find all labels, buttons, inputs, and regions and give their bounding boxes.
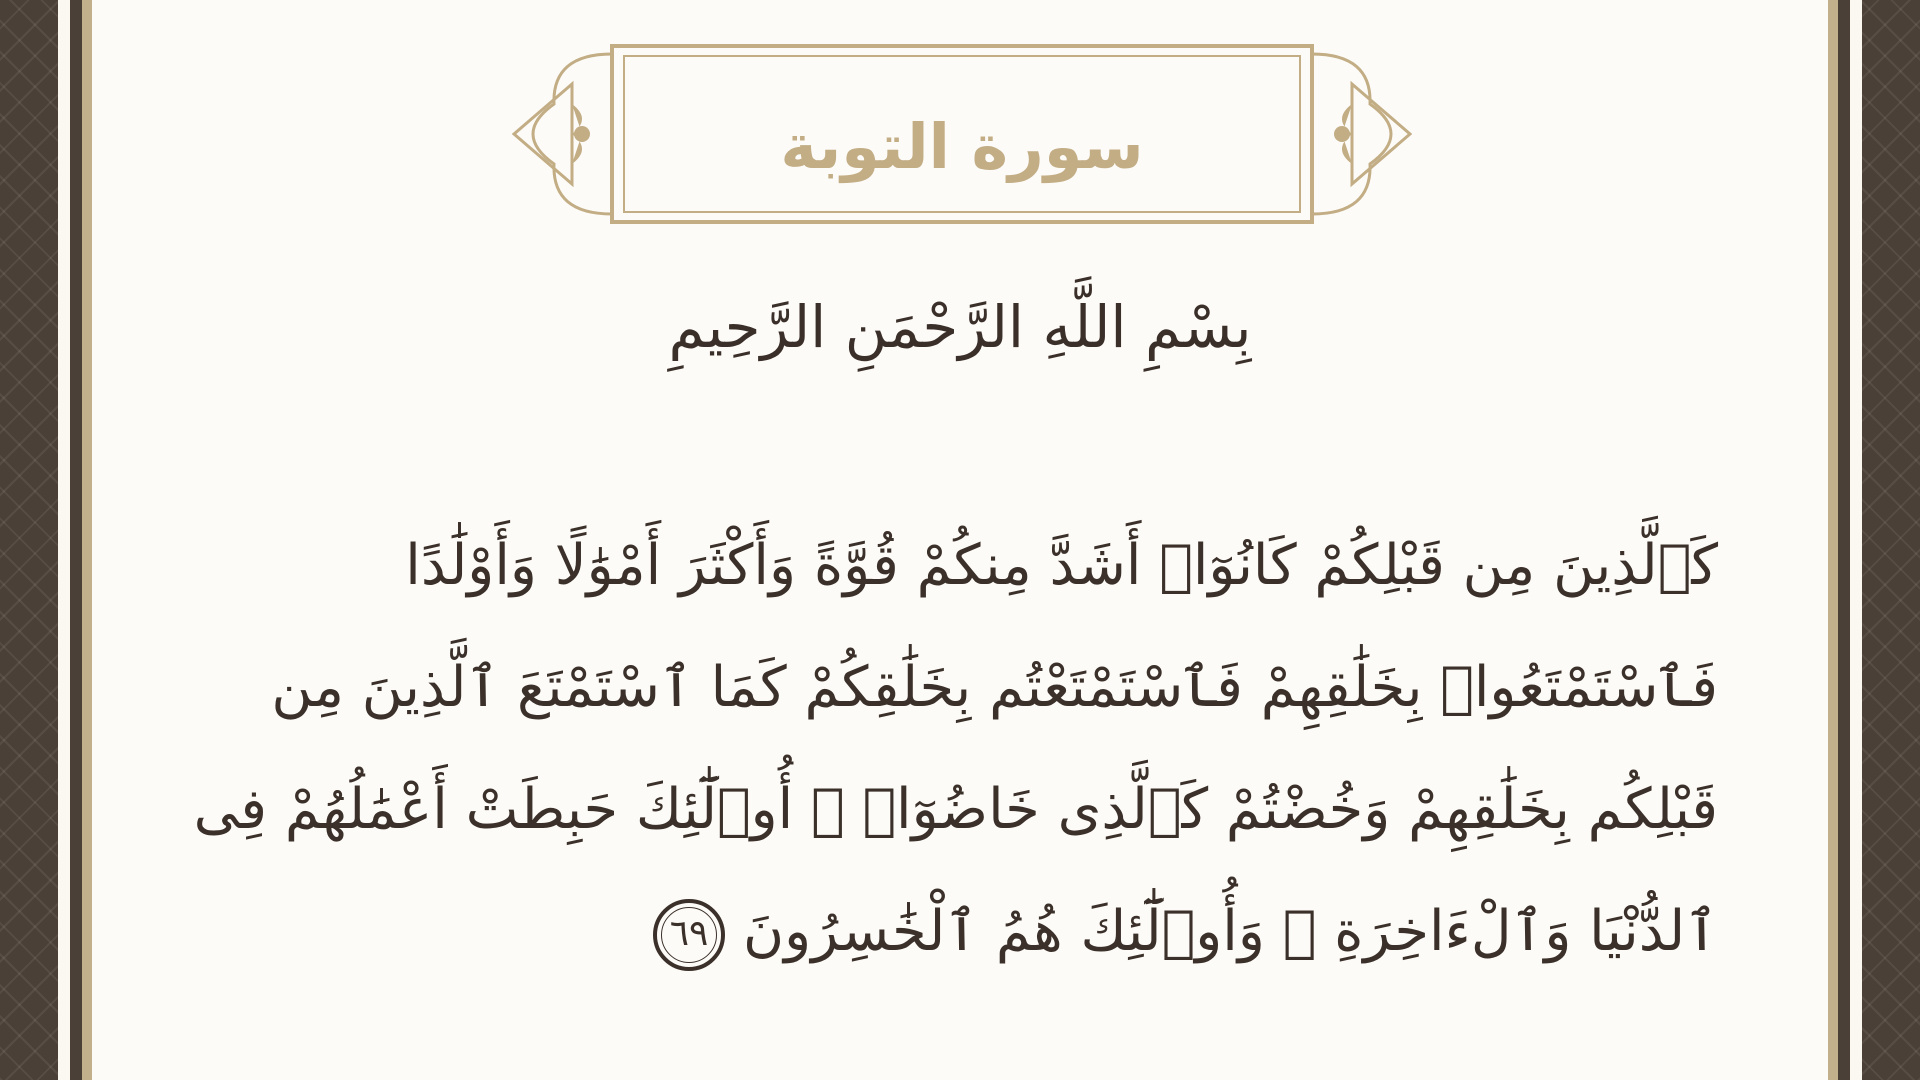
verse-line: فَٱسْتَمْتَعُوا۟ بِخَلَٰقِهِمْ فَٱسْتَمْتَعْتُم بِخَلَٰقِكُمْ كَمَا ٱسْتَمْتَعَ ٱلَّذِينَ مِن xyxy=(271,655,1718,720)
ayah-number-marker: ٦٩ xyxy=(653,899,725,971)
surah-title: سورة التوبة xyxy=(780,110,1144,183)
quran-page xyxy=(82,0,1838,1080)
verse-line-text: ٱلدُّنْيَا وَٱلْءَاخِرَةِ ۖ وَأُو۟لَٰٓئِكَ هُمُ ٱلْخَٰسِرُونَ xyxy=(743,899,1718,964)
verse-line: كَٱلَّذِينَ مِن قَبْلِكُمْ كَانُوٓا۟ أَشَدَّ مِنكُمْ قُوَّةً وَأَكْثَرَ أَمْوَٰلًا وَأَوْلَٰدًا xyxy=(405,533,1718,598)
left-ornamental-border xyxy=(0,0,70,1080)
right-ornamental-border xyxy=(1850,0,1920,1080)
verse-line-last xyxy=(292,871,1718,993)
verse-line: قَبْلِكُم بِخَلَٰقِهِمْ وَخُضْتُمْ كَٱلَّذِى خَاضُوٓا۟ ۚ أُو۟لَٰٓئِكَ حَبِطَتْ أَعْمَٰلُهُمْ فِى xyxy=(193,777,1718,842)
basmala: بِسْمِ اللَّهِ الرَّحْمَنِ الرَّحِيمِ xyxy=(668,293,1252,361)
surah-header-frame xyxy=(512,44,1412,224)
verse-text xyxy=(193,505,1718,993)
